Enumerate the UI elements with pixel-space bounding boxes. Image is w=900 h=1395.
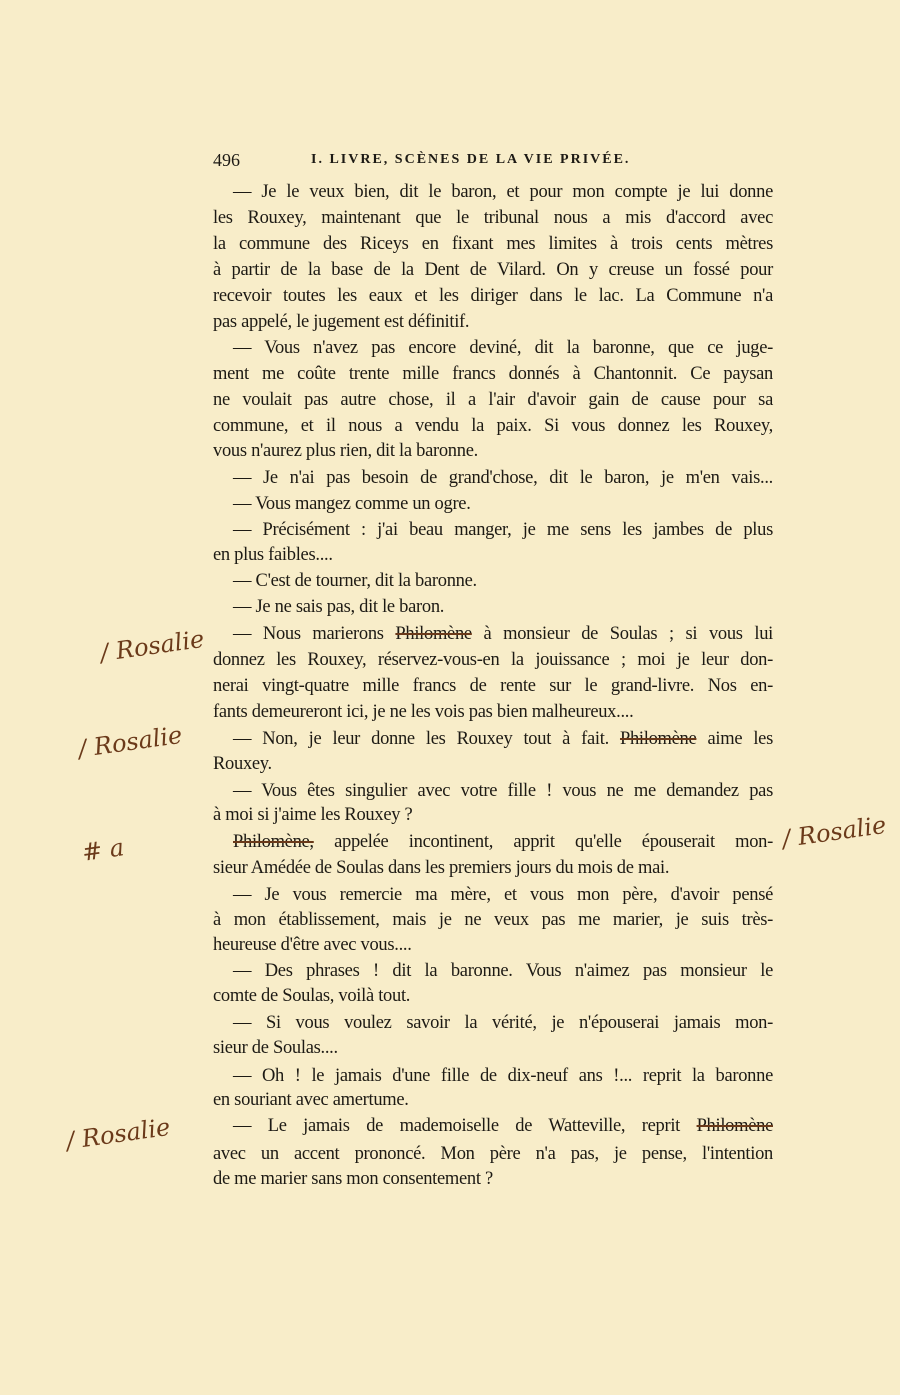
text-line: à mon établissement, mais je ne veux pas me marier, je suis très- [213, 910, 773, 930]
text-line: la commune des Riceys en fixant mes limites à trois cents mètres [213, 234, 773, 254]
text-line: commune, et il nous a vendu la paix. Si vous donnez les Rouxey, [213, 416, 773, 436]
struck-word: Philomène, [233, 832, 314, 852]
margin-annotation: # a [80, 833, 126, 867]
text-line: vous n'aurez plus rien, dit la baronne. [213, 441, 478, 461]
text-line: — Je le veux bien, dit le baron, et pour mon compte je lui donne [233, 182, 773, 202]
text-line [233, 728, 773, 750]
text-line: à moi si j'aime les Rouxey ? [213, 805, 413, 825]
text-line: nerai vingt-quatre mille francs de rente sur le grand-livre. Nos en- [213, 676, 773, 696]
text-line: avec un accent prononcé. Mon père n'a pas, je pense, l'intention [213, 1144, 773, 1164]
margin-annotation: / Rosalie [98, 624, 206, 668]
text-line [233, 623, 773, 645]
text-line: ne voulait pas autre chose, il a l'air d'avoir gain de cause pour sa [213, 390, 773, 410]
text-segment: — Le jamais de mademoiselle de Watteville, reprit [233, 1116, 697, 1136]
text-segment: aime les [696, 729, 773, 749]
text-segment: — Non, je leur donne les Rouxey tout à fait. [233, 729, 620, 749]
text-line: donnez les Rouxey, réservez-vous-en la jouissance ; moi je leur don- [213, 650, 773, 670]
text-line: — C'est de tourner, dit la baronne. [233, 571, 477, 591]
text-line: — Vous êtes singulier avec votre fille ! vous ne me demandez pas [233, 781, 773, 801]
margin-annotation: / Rosalie [780, 810, 888, 854]
text-line: — Vous n'avez pas encore deviné, dit la baronne, que ce juge- [233, 338, 773, 358]
text-line: de me marier sans mon consentement ? [213, 1169, 493, 1189]
text-line: — Des phrases ! dit la baronne. Vous n'aimez pas monsieur le [233, 961, 773, 981]
text-line: — Oh ! le jamais d'une fille de dix-neuf ans !... reprit la baronne [233, 1066, 773, 1086]
text-line: sieur de Soulas.... [213, 1038, 338, 1058]
text-line: fants demeureront ici, je ne les vois pas bien malheureux.... [213, 702, 634, 722]
text-line: — Je ne sais pas, dit le baron. [233, 597, 445, 617]
text-line: — Vous mangez comme un ogre. [233, 494, 471, 514]
page-number: 496 [213, 150, 240, 170]
text-segment: à monsieur de Soulas ; si vous lui [471, 624, 774, 644]
text-line: Rouxey. [213, 754, 272, 774]
text-line [233, 831, 773, 853]
margin-annotation: / Rosalie [76, 720, 184, 764]
text-line: — Si vous voulez savoir la vérité, je n'épouserai jamais mon- [233, 1013, 773, 1033]
text-line: comte de Soulas, voilà tout. [213, 986, 411, 1006]
running-title: I. LIVRE, SCÈNES DE LA VIE PRIVÉE. [311, 152, 631, 167]
text-line: en souriant avec amertume. [213, 1090, 409, 1110]
struck-word: Philomène [619, 729, 697, 749]
text-segment: appelée incontinent, apprit qu'elle épouserait mon- [313, 832, 773, 852]
text-line: en plus faibles.... [213, 545, 333, 565]
text-line: les Rouxey, maintenant que le tribunal nous a mis d'accord avec [213, 208, 773, 228]
text-line: à partir de la base de la Dent de Vilard. On y creuse un fossé pour [213, 260, 773, 280]
text-line: ment me coûte trente mille francs donnés à Chantonnit. Ce paysan [213, 364, 773, 384]
margin-annotation: / Rosalie [64, 1112, 172, 1156]
text-line [233, 1115, 773, 1137]
text-segment: — Nous marierons [233, 624, 396, 644]
text-line: sieur Amédée de Soulas dans les premiers jours du mois de mai. [213, 858, 670, 878]
text-line: — Je n'ai pas besoin de grand'chose, dit le baron, je m'en vais... [233, 468, 773, 488]
text-line: pas appelé, le jugement est définitif. [213, 312, 470, 332]
text-line: — Je vous remercie ma mère, et vous mon père, d'avoir pensé [233, 885, 773, 905]
text-line: heureuse d'être avec vous.... [213, 935, 412, 955]
struck-word: Philomène [696, 1116, 773, 1136]
text-line: — Précisément : j'ai beau manger, je me sens les jambes de plus [233, 520, 773, 540]
struck-word: Philomène [395, 624, 472, 644]
text-line: recevoir toutes les eaux et les diriger dans le lac. La Commune n'a [213, 286, 773, 306]
